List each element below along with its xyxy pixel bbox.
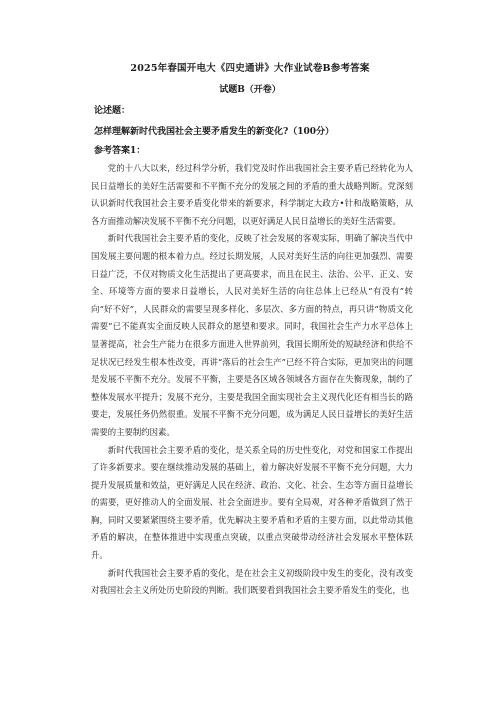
question-text: 怎样理解新时代我国社会主要矛盾发生的新变化?（100分） [94, 127, 335, 137]
document-title: 2025年春国开电大《四史通讲》大作业试卷B参考答案 [130, 63, 370, 74]
paragraph: 新时代我国社会主要矛盾的变化，是在社会主义初级阶段中发生的变化，没有改变对我国社会主义所处历史阶段的判断。我们既要看到我国社会主要矛盾发生的变化，也 [91, 567, 413, 596]
answer-label: 参考答案1： [94, 146, 146, 156]
answer-body [91, 160, 413, 600]
document-subtitle: 试题B（开卷） [219, 85, 281, 95]
paragraph: 新时代我国社会主要矛盾的变化，反映了社会发展的客观实际，明确了解决当代中国发展主要问题的根本着力点。经过长期发展，人民对美好生活的向往更加强烈、需要日益广泛，不仅对物质文化生活提出了更高要求，而且在民主、法治、公平、正义、安全、环境等方面的要求日益增长，人民对美好生活的向往总体上已经从“有没有”转向“好不好”，人民群众的需要呈现多样化、多层次、多方面的特点，再只讲“物质文化需要”已不能真实全面反映人民群众的愿望和要求。同时，我国社会生产力水平总体上显著提高，社会生产能力在很多方面进入世界前列，我国长期所处的短缺经济和供给不足状况已经发生根本性改变，再讲“落后的社会生产”已经不符合实际，更加突出的问题是发展不平衡不充分。发展不平衡，主要是各区域各领域各方面存在失衡现象，制约了整体发展水平提升；发展不充分，主要是我国全面实现社会主义现代化还有相当长的路要走，发展任务仍然很重。发展不平衡不充分问题，成为满足人民日益增长的美好生活需要的主要制约因素。 [91, 233, 413, 437]
paragraph: 新时代我国社会主要矛盾的变化，是关系全局的历史性变化，对党和国家工作提出了许多新要求。要在继续推动发展的基础上，着力解决好发展不平衡不充分问题，大力提升发展质量和效益，更好满足人民在经济、政治、文化、社会、生态等方面日益增长的需要，更好推动人的全面发展、社会全面进步。要有全局观，对各种矛盾做到了然于胸，同时又要紧紧围绕主要矛盾，优先解决主要矛盾和矛盾的主要方面，以此带动其他矛盾的解决，在整体推进中实现重点突破，以重点突破带动经济社会发展水平整体跃升。 [91, 444, 413, 561]
paragraph: 党的十八大以来，经过科学分析，我们党及时作出我国社会主要矛盾已经转化为人民日益增长的美好生活需要和不平衡不充分的发展之间的矛盾的重大战略判断。党深刻认识新时代我国社会主要矛盾变化带来的新要求，科学制定大政方•针和战略策略，从各方面推动解决发展不平衡不充分问题，以更好满足人民日益增长的美好生活需要。 [91, 163, 413, 226]
section-label: 论述题： [94, 106, 131, 116]
